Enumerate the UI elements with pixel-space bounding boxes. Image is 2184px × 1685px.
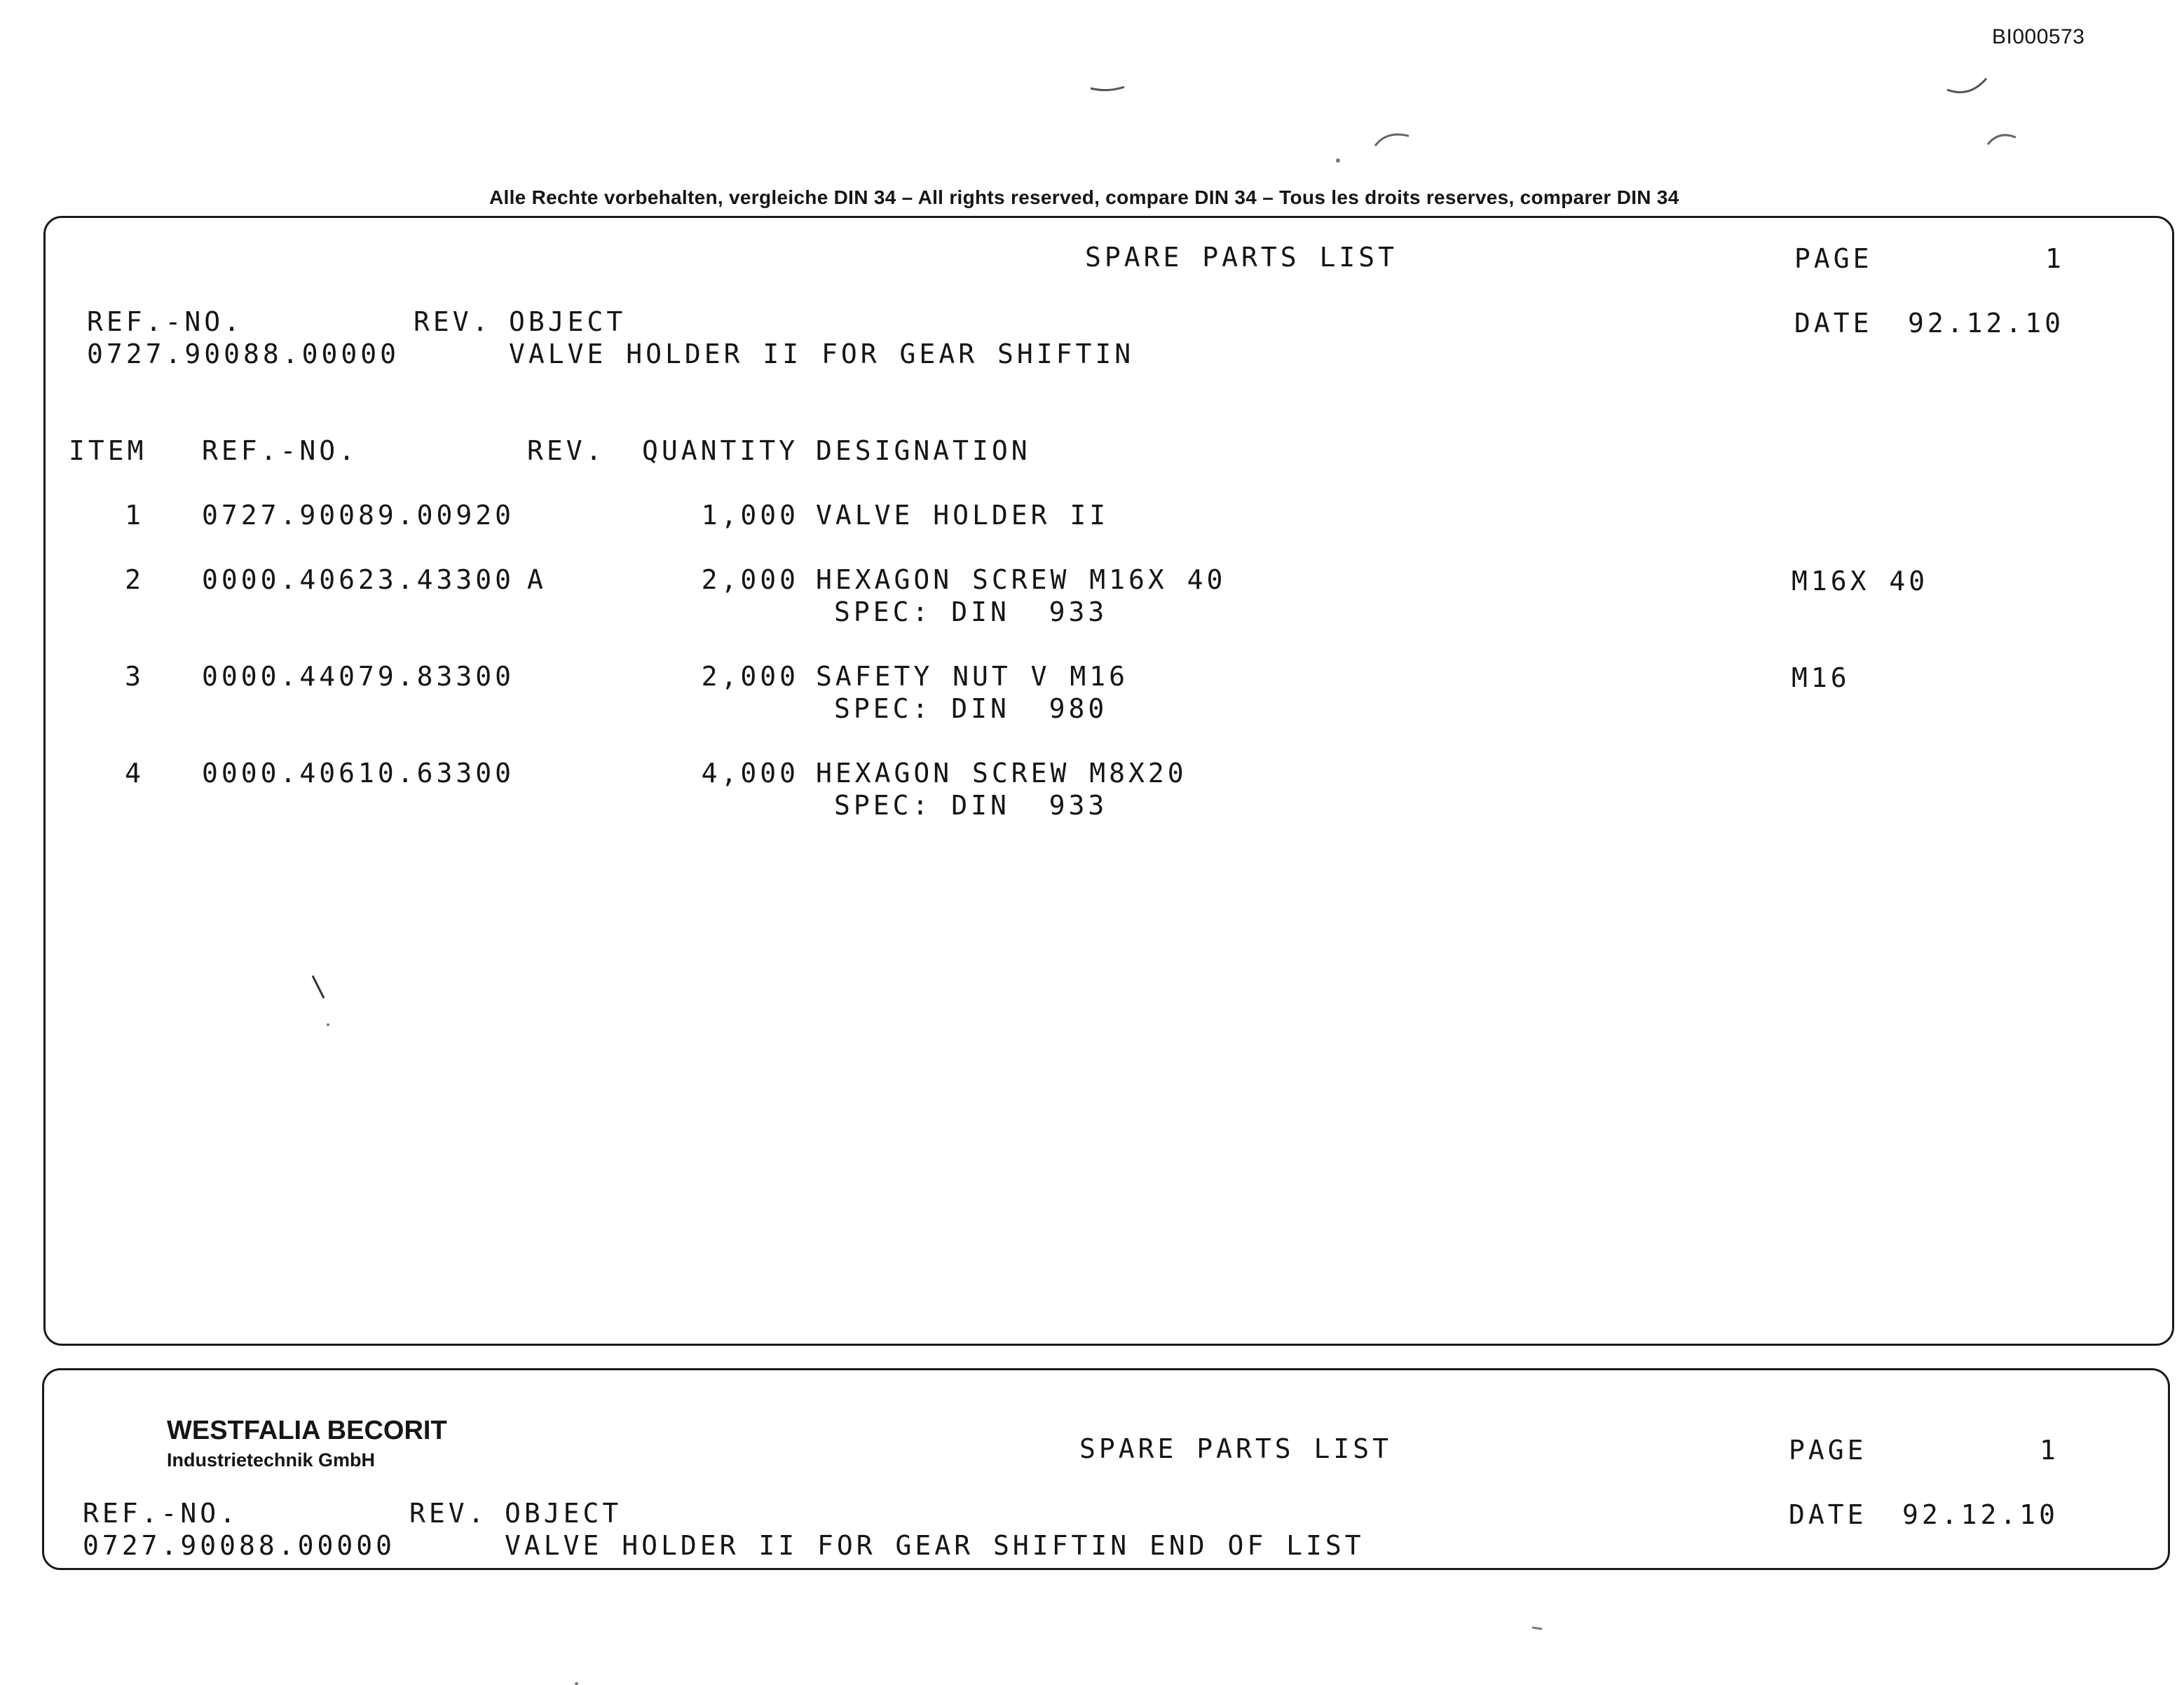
page-label: PAGE: [1794, 243, 1873, 274]
rev-label: REV.: [414, 306, 492, 337]
footer-object-name: VALVE HOLDER II FOR GEAR SHIFTIN END OF LIST: [505, 1530, 1365, 1561]
row-2-quantity: 2,000: [701, 564, 799, 595]
footer-date-label: DATE: [1789, 1499, 1867, 1530]
column-header-designation: DESIGNATION: [816, 435, 1031, 466]
date-value: 92.12.10: [1908, 308, 2065, 339]
date-label: DATE: [1794, 308, 1873, 339]
row-2-rev: A: [527, 564, 547, 595]
row-3-ref: 0000.44079.83300: [202, 661, 515, 692]
page-number: 1: [2045, 243, 2065, 274]
row-4-designation: HEXAGON SCREW M8X20: [816, 758, 1187, 789]
scan-speck: [575, 1682, 578, 1685]
row-2-spec: SPEC: DIN 933: [834, 596, 1108, 627]
row-3-spec: SPEC: DIN 980: [834, 693, 1108, 724]
list-title: SPARE PARTS LIST: [1085, 242, 1398, 273]
row-1-designation: VALVE HOLDER II: [816, 500, 1110, 531]
footer-ref-label: REF.-NO.: [83, 1498, 240, 1529]
row-3-item: 3: [125, 661, 144, 692]
row-3-size: M16: [1791, 662, 1850, 693]
document-id: BI000573: [1992, 25, 2085, 48]
row-4-ref: 0000.40610.63300: [202, 758, 515, 789]
row-4-spec: SPEC: DIN 933: [834, 790, 1108, 821]
footer-page-number: 1: [2040, 1435, 2059, 1466]
row-1-item: 1: [125, 500, 144, 531]
footer-rev-label: REV.: [409, 1498, 488, 1529]
row-3-quantity: 2,000: [701, 661, 799, 692]
row-1-quantity: 1,000: [701, 500, 799, 531]
row-2-ref: 0000.40623.43300: [202, 564, 515, 595]
row-1-ref: 0727.90089.00920: [202, 500, 515, 531]
ref-label: REF.-NO.: [87, 306, 244, 337]
column-header-quantity: QUANTITY: [642, 435, 799, 466]
company-name: WESTFALIA BECORIT: [167, 1416, 447, 1445]
rights-notice: Alle Rechte vorbehalten, vergleiche DIN 34 – All rights reserved, compare DIN 34 – Tous les droits reserves, comparer DIN 34: [489, 186, 1679, 208]
footer-list-title: SPARE PARTS LIST: [1079, 1433, 1393, 1464]
row-2-size: M16X 40: [1791, 566, 1929, 596]
ref-number: 0727.90088.00000: [87, 339, 400, 369]
object-name: VALVE HOLDER II FOR GEAR SHIFTIN: [509, 339, 1135, 369]
footer-object-label: OBJECT: [505, 1498, 622, 1529]
row-2-item: 2: [125, 564, 144, 595]
company-subtitle: Industrietechnik GmbH: [167, 1449, 376, 1471]
object-label: OBJECT: [509, 306, 627, 337]
scan-speck: [1336, 158, 1340, 163]
footer-ref-number: 0727.90088.00000: [83, 1530, 396, 1561]
column-header-rev: REV.: [527, 435, 606, 466]
column-header-item: ITEM: [69, 435, 147, 466]
footer-page-label: PAGE: [1789, 1435, 1867, 1466]
row-4-quantity: 4,000: [701, 758, 799, 789]
row-2-designation: HEXAGON SCREW M16X 40: [816, 564, 1227, 595]
row-4-item: 4: [125, 758, 144, 789]
column-header-ref: REF.-NO.: [202, 435, 359, 466]
scan-speck: [327, 1023, 329, 1026]
row-3-designation: SAFETY NUT V M16: [816, 661, 1129, 692]
footer-date-value: 92.12.10: [1902, 1499, 2059, 1530]
